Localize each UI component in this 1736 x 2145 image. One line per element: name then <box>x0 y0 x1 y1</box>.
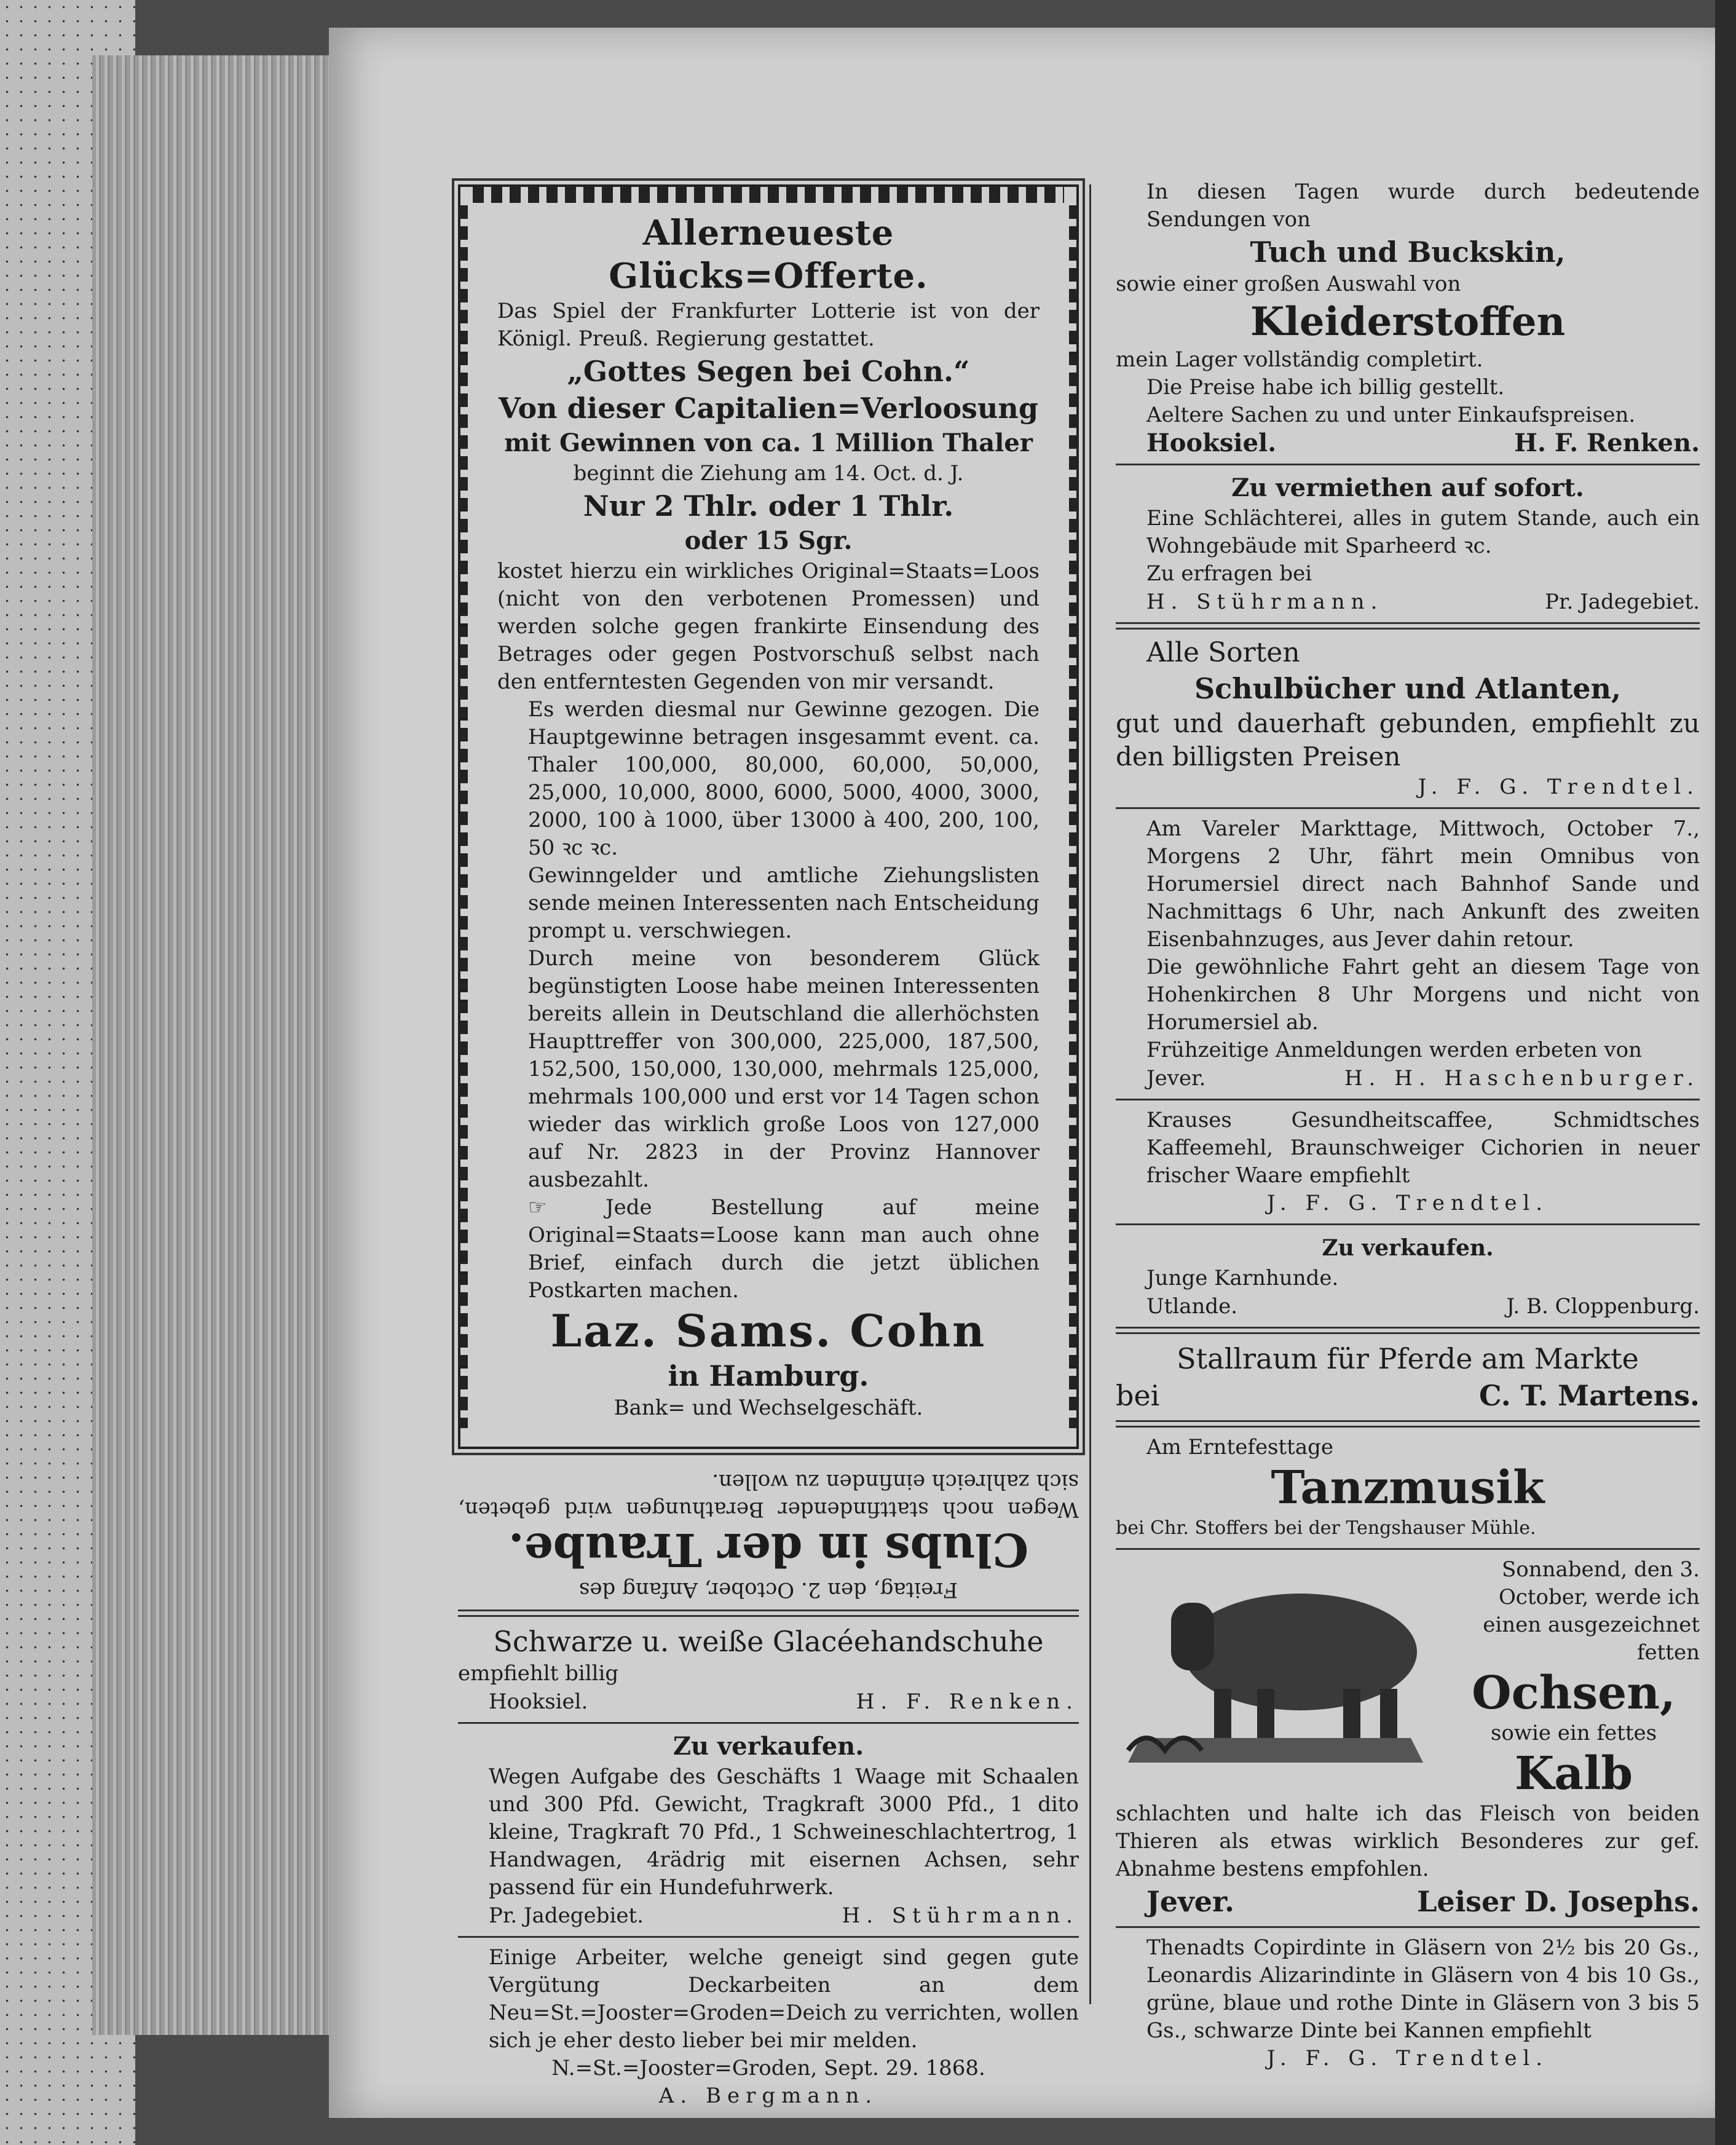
ad-advertiser-name: Laz. Sams. Cohn <box>550 1305 987 1357</box>
books-pre: Alle Sorten <box>1146 637 1300 668</box>
workers-date: N.=St.=Jooster=Groden, Sept. 29. 1868. <box>551 2056 985 2080</box>
right-column <box>1116 178 1700 2072</box>
club-heading: Clubs in der Traube. <box>508 1523 1029 1576</box>
left-column <box>458 184 1079 2110</box>
lottery-advert <box>458 184 1079 1449</box>
sale-text: Wegen Aufgabe des Geschäfts 1 Waage mit Schaalen und 300 Pfd. Gewicht, Tragkraft 3000 Pfd., 1 dito kleine, Tragkraft 70 Pfd., 1 Schweineschlachtertrog, 1 Handwagen, 4rädrig mit eisernen Achsen, sehr passend für ein Hundefuhrwerk. <box>489 1764 1079 1900</box>
ox-place: Jever. <box>1146 1885 1235 1918</box>
separator <box>458 1610 1079 1617</box>
ox-signature <box>1116 1883 1700 1920</box>
glove-text: empfiehlt billig <box>458 1661 619 1686</box>
column-divider <box>1089 184 1091 2004</box>
cloth-merchant: H. F. Renken. <box>1514 429 1700 457</box>
ox-illustration <box>1116 1560 1435 1769</box>
upside-down-advert <box>458 1468 1079 1603</box>
ox-text: Sonnabend, den 3. October, werde ich einen ausgezeichnet fetten <box>1483 1557 1700 1665</box>
ad-price: oder 15 Sgr. <box>684 526 853 555</box>
omnibus-text: Die gewöhnliche Fahrt geht an diesem Tage von Hohenkirchen 8 Uhr Morgens und nicht von Horumersiel ab. <box>1146 955 1700 1035</box>
dance-heading: Tanzmusik <box>1271 1461 1545 1514</box>
separator <box>1116 1548 1700 1550</box>
club-text: Wegen noch stattfindender Berathungen wird gebeten, sich zahlreich einfinden zu wollen. <box>458 1469 1079 1522</box>
workers-text: Einige Arbeiter, welche geneigt sind gegen gute Vergütung Deckarbeiten an dem Neu=St.=Jooster=Groden=Deich zu verrichten, wollen sich je eher desto lieber bei mir melden. <box>489 1945 1079 2053</box>
rent-text: Eine Schlächterei, alles in gutem Stande, auch ein Wohngebäude mit Sparheerd ꝛc. <box>1146 506 1700 558</box>
glove-heading: Schwarze u. weiße Glacéehandschuhe <box>493 1625 1044 1658</box>
separator <box>1116 807 1700 809</box>
omnibus-place: Jever. <box>1146 1066 1206 1091</box>
glove-signature <box>458 1688 1079 1716</box>
ad-motto: „Gottes Segen bei Cohn.“ <box>567 355 970 388</box>
stable-name: C. T. Martens. <box>1479 1379 1700 1412</box>
ad-city: in Hamburg. <box>668 1359 869 1392</box>
ad-heading: mit Gewinnen von ca. 1 Million Thaler <box>504 429 1033 457</box>
club-line: Freitag, den 2. October, Anfang des <box>578 1578 958 1602</box>
ox-merchant: Leiser D. Josephs. <box>1417 1885 1700 1918</box>
dogs-place: Utlande. <box>1146 1294 1238 1319</box>
ad-price: Nur 2 Thlr. oder 1 Thlr. <box>583 489 954 523</box>
dogs-signature <box>1116 1292 1700 1321</box>
ox-heading: Ochsen, <box>1472 1667 1676 1720</box>
dance-text: bei Chr. Stoffers bei der Tengshauser Mühle. <box>1116 1517 1536 1539</box>
sale-heading: Zu verkaufen. <box>673 1732 864 1761</box>
sale-signature <box>458 1902 1079 1930</box>
dogs-heading: Zu verkaufen. <box>1322 1235 1494 1261</box>
ornament-border-right <box>1069 205 1079 1428</box>
separator <box>1116 1223 1700 1225</box>
ad-draw-date: beginnt die Ziehung am 14. Oct. d. J. <box>573 461 964 486</box>
ox-advert <box>1116 1556 1700 1920</box>
cloth-text: Die Preise habe ich billig gestellt. <box>1146 375 1505 400</box>
omnibus-text: Frühzeitige Anmeldungen werden erbeten von <box>1146 1038 1643 1062</box>
workers-name: A. Bergmann. <box>658 2084 878 2108</box>
omnibus-name: H. H. Haschenburger. <box>1344 1066 1700 1091</box>
cloth-text: Aeltere Sachen zu und unter Einkaufspreisen. <box>1146 403 1636 427</box>
sale-merchant: H. Stührmann. <box>842 1903 1079 1928</box>
rent-place: Pr. Jadegebiet. <box>1545 590 1700 614</box>
dance-pre: Am Erntefesttage <box>1146 1435 1333 1460</box>
calf-heading: Kalb <box>1514 1747 1633 1800</box>
separator <box>458 1936 1079 1938</box>
dogs-text: Junge Karnhunde. <box>1146 1266 1339 1290</box>
cloth-intro: In diesen Tagen wurde durch bedeutende Sendungen von <box>1146 180 1700 232</box>
omnibus-signature <box>1116 1064 1700 1092</box>
glove-merchant: H. F. Renken. <box>856 1689 1079 1714</box>
omnibus-text: Am Vareler Markttage, Mittwoch, October 7., Morgens 2 Uhr, fährt mein Omnibus von Horumersiel direct nach Bahnhof Sande und Nachmittags 6 Uhr, nach Ankunft des zweiten Eisenbahnzuges, aus Jever dahin retour. <box>1146 816 1700 952</box>
separator <box>1116 1420 1700 1428</box>
cloth-text: sowie einer großen Auswahl von <box>1116 272 1461 296</box>
ad-paragraph: Das Spiel der Frankfurter Lotterie ist von der Königl. Preuß. Regierung gestattet. <box>497 299 1040 351</box>
cloth-text: mein Lager vollständig completirt. <box>1116 347 1483 372</box>
cloth-signature <box>1116 429 1700 457</box>
ad-paragraph: ☞ Jede Bestellung auf meine Original=Staats=Loose kann man auch ohne Brief, einfach durch die jetzt üblichen Postkarten machen. <box>528 1195 1040 1303</box>
separator <box>1116 1327 1700 1334</box>
separator <box>458 1722 1079 1724</box>
ink-text: Thenadts Copirdinte in Gläsern von 2½ bis 20 Gs., Leonardis Alizarindinte in Gläsern von 4 bis 10 Gs., grüne, blaue und rothe Dinte in Gläsern von 3 bis 5 Gs., schwarze Dinte bei Kannen empfiehlt <box>1146 1935 1700 2043</box>
ad-paragraph: Es werden diesmal nur Gewinne gezogen. Die Hauptgewinne betragen insgesammt event. ca. Thaler 100,000, 80,000, 60,000, 50,000, 25,000, 10,000, 8000, 6000, 5000, 4000, 3000, 2000, 100 à 1000, über 13000 à 400, 200, 100, 50 ꝛc ꝛc. <box>528 697 1040 860</box>
rent-name: H. Stührmann. <box>1146 590 1384 614</box>
books-merchant: J. F. G. Trendtel. <box>1418 775 1700 799</box>
ornament-border-left <box>458 205 468 1428</box>
books-text: gut und dauerhaft gebunden, empfiehlt zu den billigsten Preisen <box>1116 708 1700 772</box>
separator <box>1116 1099 1700 1100</box>
ad-heading: Von dieser Capitalien=Verloosung <box>499 392 1038 425</box>
dogs-name: J. B. Cloppenburg. <box>1506 1294 1700 1319</box>
books-heading: Schulbücher und Atlanten, <box>1194 672 1622 705</box>
separator <box>1116 464 1700 465</box>
ad-paragraph: Gewinngelder und amtliche Ziehungslisten sende meinen Interessenten nach Entscheidung prompt u. verschwiegen. <box>528 863 1040 943</box>
ox-text: sowie ein fettes <box>1490 1721 1657 1745</box>
cloth-heading-2: Kleiderstoffen <box>1250 299 1566 345</box>
coffee-merchant: J. F. G. Trendtel. <box>1266 1191 1549 1215</box>
rent-signature <box>1116 588 1700 616</box>
cloth-place: Hooksiel. <box>1146 429 1277 457</box>
stable-heading: Stallraum für Pferde am Markte <box>1177 1342 1639 1375</box>
sale-place: Pr. Jadegebiet. <box>489 1903 644 1928</box>
stable-signature <box>1116 1377 1700 1414</box>
ad-title: Allerneueste Glücks=Offerte. <box>609 213 928 296</box>
book-page-edges <box>92 55 334 2035</box>
ad-paragraph: kostet hierzu ein wirkliches Original=Staats=Loos (nicht von den verbotenen Promessen) und werden solche gegen frankirte Einsendung des Betrages oder gegen Postvorschuß selbst nach den entferntesten Gegenden von mir versandt. <box>497 559 1040 694</box>
rent-heading: Zu vermiethen auf sofort. <box>1231 473 1584 502</box>
cloth-heading: Tuch und Buckskin, <box>1250 235 1566 269</box>
ink-merchant: J. F. G. Trendtel. <box>1266 2046 1549 2071</box>
ad-paragraph: Durch meine von besonderem Glück begünstigten Loose habe meinen Interessenten bereits allein in Deutschland die allerhöchsten Haupttreffer von 300,000, 225,000, 187,500, 152,500, 150,000, 130,000, mehrmals 125,000, mehrmals 100,000 und erst vor 14 Tagen schon wieder das wirklich große Loos von 127,000 auf Nr. 2823 in der Provinz Hannover ausbezahlt. <box>528 946 1040 1192</box>
stable-bei: bei <box>1116 1379 1160 1412</box>
right-margin-shadow <box>1715 0 1736 2145</box>
ad-business: Bank= und Wechselgeschäft. <box>614 1396 923 1420</box>
separator <box>1116 1926 1700 1928</box>
ornament-border-top <box>473 184 1064 203</box>
rent-text: Zu erfragen bei <box>1146 561 1312 586</box>
coffee-text: Krauses Gesundheitscaffee, Schmidtsches Kaffeemehl, Braunschweiger Cichorien in neuer frischer Waare empfiehlt <box>1146 1108 1700 1188</box>
glove-place: Hooksiel. <box>489 1689 588 1714</box>
ox-text: schlachten und halte ich das Fleisch von beiden Thieren als etwas wirklich Besonderes zur gef. Abnahme bestens empfohlen. <box>1116 1801 1700 1881</box>
separator <box>1116 622 1700 630</box>
